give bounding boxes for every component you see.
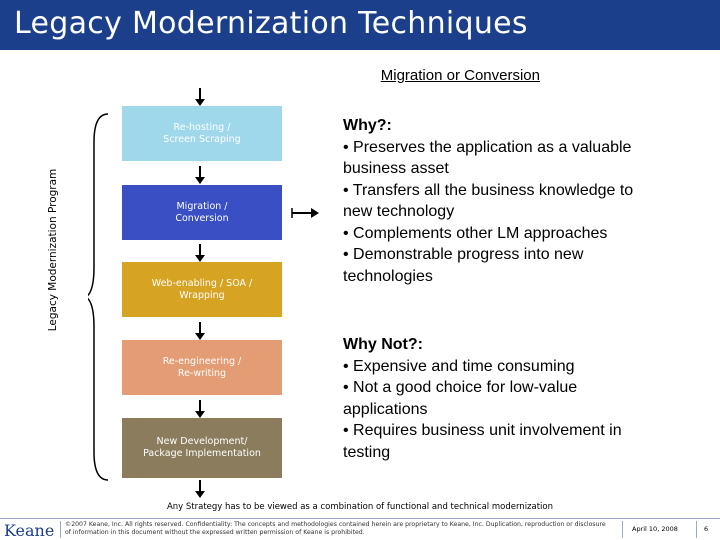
subtitle: Migration or Conversion — [380, 67, 540, 84]
technique-box-web-enabling: Web-enabling / SOA / Wrapping — [122, 262, 282, 317]
arrow-right-icon — [290, 205, 320, 221]
why-bullet: • Preserves the application as a valuable business asset — [343, 138, 632, 177]
technique-box-rehosting: Re-hosting / Screen Scraping — [122, 106, 282, 161]
why-not-bullet: • Not a good choice for low-value applications — [343, 379, 578, 418]
technique-box-migration: Migration / Conversion — [122, 185, 282, 240]
keane-logo: Keane — [4, 521, 55, 540]
copyright-text: ©2007 Keane, Inc. All rights reserved. Confidentiality: The concepts and methodologies contained herein are proprietary to Keane, Inc. Duplication, reproduction or disclosure of information in this document without the expressed written permission of Keane is prohibited. — [65, 521, 606, 536]
footer-divider — [60, 521, 61, 538]
title-bar — [0, 0, 720, 50]
arrow-down-icon — [195, 480, 205, 498]
slide-date: April 10, 2008 — [632, 525, 678, 533]
footer-divider — [696, 521, 697, 538]
technique-box-new-development: New Development/ Package Implementation — [122, 418, 282, 478]
arrow-down-icon — [195, 244, 205, 262]
why-not-heading: Why Not?: — [343, 336, 423, 353]
why-heading: Why?: — [343, 117, 392, 134]
side-label: Legacy Modernization Program — [47, 168, 59, 332]
strategy-footnote: Any Strategy has to be viewed as a combination of functional and technical modernization — [166, 502, 554, 512]
page-number: 6 — [704, 525, 709, 533]
why-bullet: • Demonstrable progress into new technologies — [343, 246, 584, 285]
why-not-bullet: • Expensive and time consuming — [343, 357, 575, 375]
arrow-down-icon — [195, 322, 205, 340]
arrow-down-icon — [195, 400, 205, 418]
arrow-down-icon — [195, 166, 205, 184]
arrow-down-icon — [195, 88, 205, 106]
footer — [0, 518, 720, 540]
why-bullet: • Transfers all the business knowledge to new technology — [343, 181, 634, 220]
why-bullet: • Complements other LM approaches — [343, 224, 608, 242]
slide-title: Legacy Modernization Techniques — [14, 6, 528, 41]
why-not-bullet: • Requires business unit involvement in testing — [343, 422, 622, 461]
side-label-container — [38, 120, 68, 380]
why-section — [343, 115, 643, 287]
footer-divider — [622, 521, 623, 538]
technique-box-reengineering: Re-engineering / Re-writing — [122, 340, 282, 395]
why-not-section — [343, 334, 643, 463]
left-brace — [88, 112, 110, 482]
